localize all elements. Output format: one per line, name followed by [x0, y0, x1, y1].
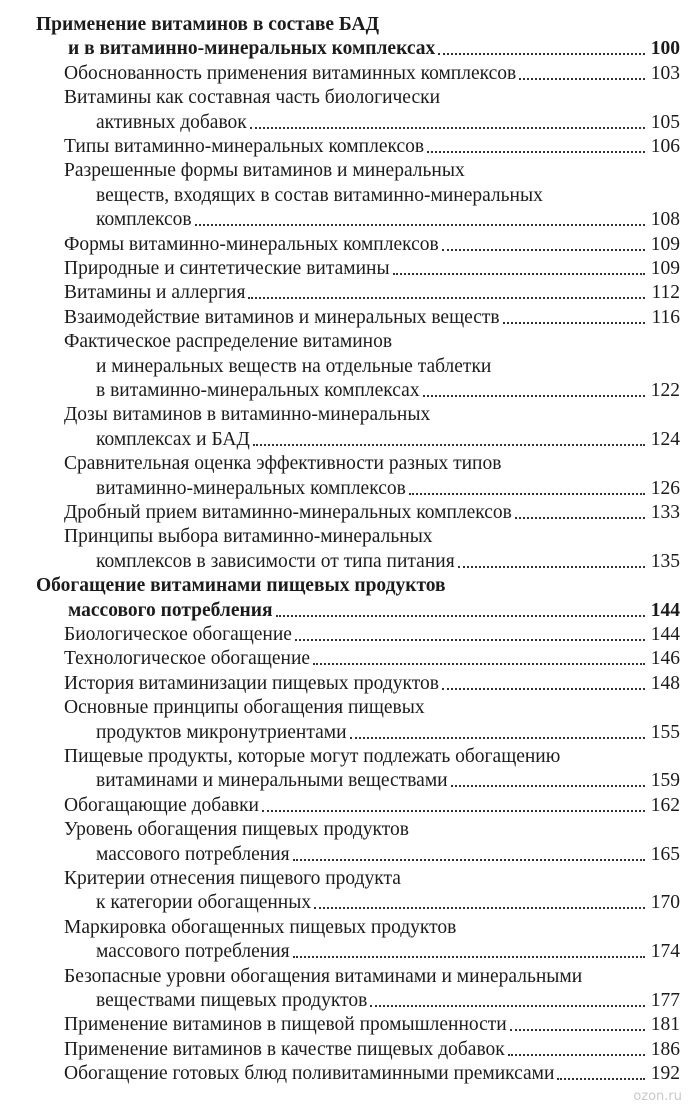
- toc-line: [96, 183, 543, 207]
- entry-title-text: веществами пищевых продуктов: [96, 990, 368, 1011]
- page-number: 146: [650, 648, 680, 670]
- dot-leader: [313, 663, 645, 665]
- entry-title-text: Взаимодействие витаминов и минеральных веществ: [64, 306, 500, 328]
- dot-leader: [519, 78, 645, 80]
- page-number: 162: [650, 794, 680, 816]
- dot-leader: [427, 151, 645, 153]
- toc-line: [64, 695, 425, 719]
- entry-title-text: Маркировка обогащенных пищевых продуктов: [64, 916, 457, 938]
- entry-title-text: комплексов: [96, 209, 192, 231]
- entry-title-text: комплексах и БАД: [96, 428, 250, 450]
- entry-title-text: витаминно-минеральных комплексов: [96, 477, 406, 499]
- toc-line: [36, 573, 446, 597]
- toc-line: [96, 207, 680, 231]
- page-number: 170: [650, 892, 680, 914]
- entry-title-text: массового потребления: [96, 941, 290, 963]
- toc-line: [96, 476, 680, 500]
- dot-leader: [442, 688, 645, 690]
- entry-title-text: в витаминно-минеральных комплексах: [96, 380, 420, 401]
- toc-line: [64, 646, 680, 670]
- page-number: 124: [650, 428, 680, 450]
- page-number: 112: [651, 282, 680, 304]
- page-number: 126: [650, 477, 680, 499]
- dot-leader: [557, 1078, 644, 1080]
- entry-title-text: к категории обогащенных: [96, 892, 312, 914]
- toc-line: [64, 793, 680, 817]
- page-number: 159: [650, 770, 680, 792]
- entry-title-text: Дозы витаминов в витаминно-минеральных: [64, 404, 431, 426]
- toc-line: [64, 500, 680, 524]
- dot-leader: [508, 1054, 645, 1056]
- entry-title-text: и в витаминно-минеральных комплексах: [68, 38, 436, 60]
- page-number: 165: [650, 843, 680, 865]
- toc-line: [64, 305, 680, 329]
- dot-leader: [370, 1005, 644, 1007]
- dot-leader: [515, 517, 645, 519]
- toc-line: [64, 134, 680, 158]
- toc-line: [64, 1061, 680, 1085]
- page-number: 174: [650, 941, 680, 963]
- page-number: 109: [650, 233, 680, 255]
- entry-title-text: Безопасные уровни обогащения витаминами и минеральными: [64, 965, 583, 987]
- dot-leader: [409, 493, 645, 495]
- toc-line: [64, 329, 392, 353]
- dot-leader: [295, 639, 645, 641]
- entry-title-text: Обоснованность применения витаминных комплексов: [64, 62, 517, 84]
- page-number: 186: [650, 1038, 680, 1060]
- dot-leader: [314, 907, 645, 909]
- toc-line: [96, 720, 680, 744]
- entry-title-text: Фактическое распределение витаминов: [64, 331, 393, 353]
- toc-line: [96, 110, 680, 134]
- toc-line: [96, 549, 680, 573]
- dot-leader: [423, 395, 645, 397]
- toc-line: [36, 12, 379, 36]
- toc-line: [64, 524, 433, 548]
- page-number: 133: [650, 502, 680, 523]
- watermark: ozon.ru: [633, 1089, 682, 1104]
- toc-line: [96, 378, 680, 402]
- dot-leader: [253, 444, 645, 446]
- page-number: 181: [650, 1014, 680, 1036]
- toc-line: [96, 354, 491, 378]
- page-number: 177: [650, 990, 680, 1011]
- toc-line: [64, 61, 680, 85]
- dot-leader: [438, 53, 645, 55]
- toc-line: [64, 256, 680, 280]
- toc-line: [96, 427, 680, 451]
- entry-title-text: Основные принципы обогащения пищевых: [64, 697, 425, 719]
- entry-title-text: веществ, входящих в состав витаминно-минеральных: [96, 184, 543, 206]
- entry-title-text: Биологическое обогащение: [64, 624, 292, 645]
- toc-line: [96, 842, 680, 866]
- entry-title-text: Пищевые продукты, которые могут подлежать обогащению: [64, 746, 561, 767]
- toc-line: [64, 671, 680, 695]
- entry-title-text: активных добавок: [96, 111, 247, 133]
- page-number: 108: [650, 209, 680, 231]
- entry-title-text: Формы витаминно-минеральных комплексов: [64, 233, 439, 255]
- toc-line: [64, 817, 409, 841]
- dot-leader: [458, 566, 645, 568]
- page-number: 100: [650, 38, 680, 60]
- toc-line: [96, 890, 680, 914]
- page-number: 135: [650, 550, 680, 572]
- page-number: 116: [651, 306, 680, 328]
- entry-title-text: Разрешенные формы витаминов и минеральных: [64, 160, 465, 182]
- entry-title-text: Уровень обогащения пищевых продуктов: [64, 819, 409, 841]
- entry-title-text: Критерии отнесения пищевого продукта: [64, 868, 401, 889]
- toc-line: [64, 744, 560, 768]
- page-number: 103: [650, 62, 680, 84]
- toc-line: [64, 232, 680, 256]
- entry-title-text: Обогащающие добавки: [64, 794, 259, 816]
- toc-line: [64, 451, 501, 475]
- dot-leader: [248, 297, 645, 299]
- toc-line: [64, 402, 430, 426]
- toc-line: [64, 1012, 680, 1036]
- toc-line: [68, 598, 680, 622]
- toc-line: [64, 280, 680, 304]
- entry-title-text: Принципы выбора витаминно-минеральных: [64, 526, 433, 548]
- dot-leader: [393, 273, 645, 275]
- toc-line: [64, 964, 582, 988]
- dot-leader: [451, 785, 645, 787]
- dot-leader: [262, 810, 645, 812]
- dot-leader: [276, 615, 645, 617]
- entry-title-text: Сравнительная оценка эффективности разных типов: [64, 453, 502, 475]
- entry-title-text: Природные и синтетические витамины: [64, 258, 390, 279]
- page-number: 109: [650, 258, 680, 279]
- dot-leader: [195, 224, 645, 226]
- entry-title-text: Применение витаминов в качестве пищевых добавок: [64, 1038, 505, 1060]
- toc-line: [96, 939, 680, 963]
- entry-title-text: продуктов микронутриентами: [96, 721, 347, 743]
- entry-title-text: История витаминизации пищевых продуктов: [64, 672, 439, 694]
- dot-leader: [510, 1029, 645, 1031]
- page-number: 144: [650, 624, 680, 645]
- entry-title-text: массового потребления: [96, 843, 290, 865]
- entry-title-text: витаминами и минеральными веществами: [96, 770, 448, 792]
- entry-title-text: и минеральных веществ на отдельные таблетки: [96, 355, 492, 377]
- entry-title-text: Технологическое обогащение: [64, 648, 311, 670]
- entry-title-text: массового потребления: [68, 599, 273, 621]
- dot-leader: [293, 956, 645, 958]
- dot-leader: [442, 249, 645, 251]
- entry-title-text: Обогащение витаминами пищевых продуктов: [36, 575, 446, 597]
- page-number: 155: [650, 721, 680, 743]
- toc-line: [68, 36, 680, 60]
- toc-line: [64, 1037, 680, 1061]
- entry-title-text: Применение витаминов в пищевой промышленности: [64, 1014, 507, 1036]
- toc-line: [64, 915, 456, 939]
- toc-line: [64, 866, 401, 890]
- page-number: 144: [650, 599, 680, 621]
- dot-leader: [503, 322, 646, 324]
- entry-title-text: Дробный прием витаминно-минеральных комплексов: [64, 502, 512, 523]
- dot-leader: [293, 859, 645, 861]
- entry-title-text: Витамины как составная часть биологически: [64, 87, 441, 109]
- page-number: 192: [650, 1063, 680, 1085]
- page-number: 105: [650, 111, 680, 133]
- page-number: 122: [650, 380, 680, 401]
- dot-leader: [350, 737, 645, 739]
- toc-line: [64, 622, 680, 646]
- entry-title-text: комплексов в зависимости от типа питания: [96, 550, 455, 572]
- entry-title-text: Типы витаминно-минеральных комплексов: [64, 136, 425, 157]
- dot-leader: [250, 127, 645, 129]
- toc-line: [64, 85, 440, 109]
- toc-line: [96, 988, 680, 1012]
- toc-line: [96, 768, 680, 792]
- page-number: 106: [650, 136, 680, 157]
- toc-line: [64, 158, 465, 182]
- entry-title-text: Обогащение готовых блюд поливитаминными премиксами: [64, 1063, 555, 1085]
- entry-title-text: Витамины и аллергия: [64, 282, 246, 304]
- page-number: 148: [650, 672, 680, 694]
- entry-title-text: Применение витаминов в составе БАД: [36, 14, 380, 35]
